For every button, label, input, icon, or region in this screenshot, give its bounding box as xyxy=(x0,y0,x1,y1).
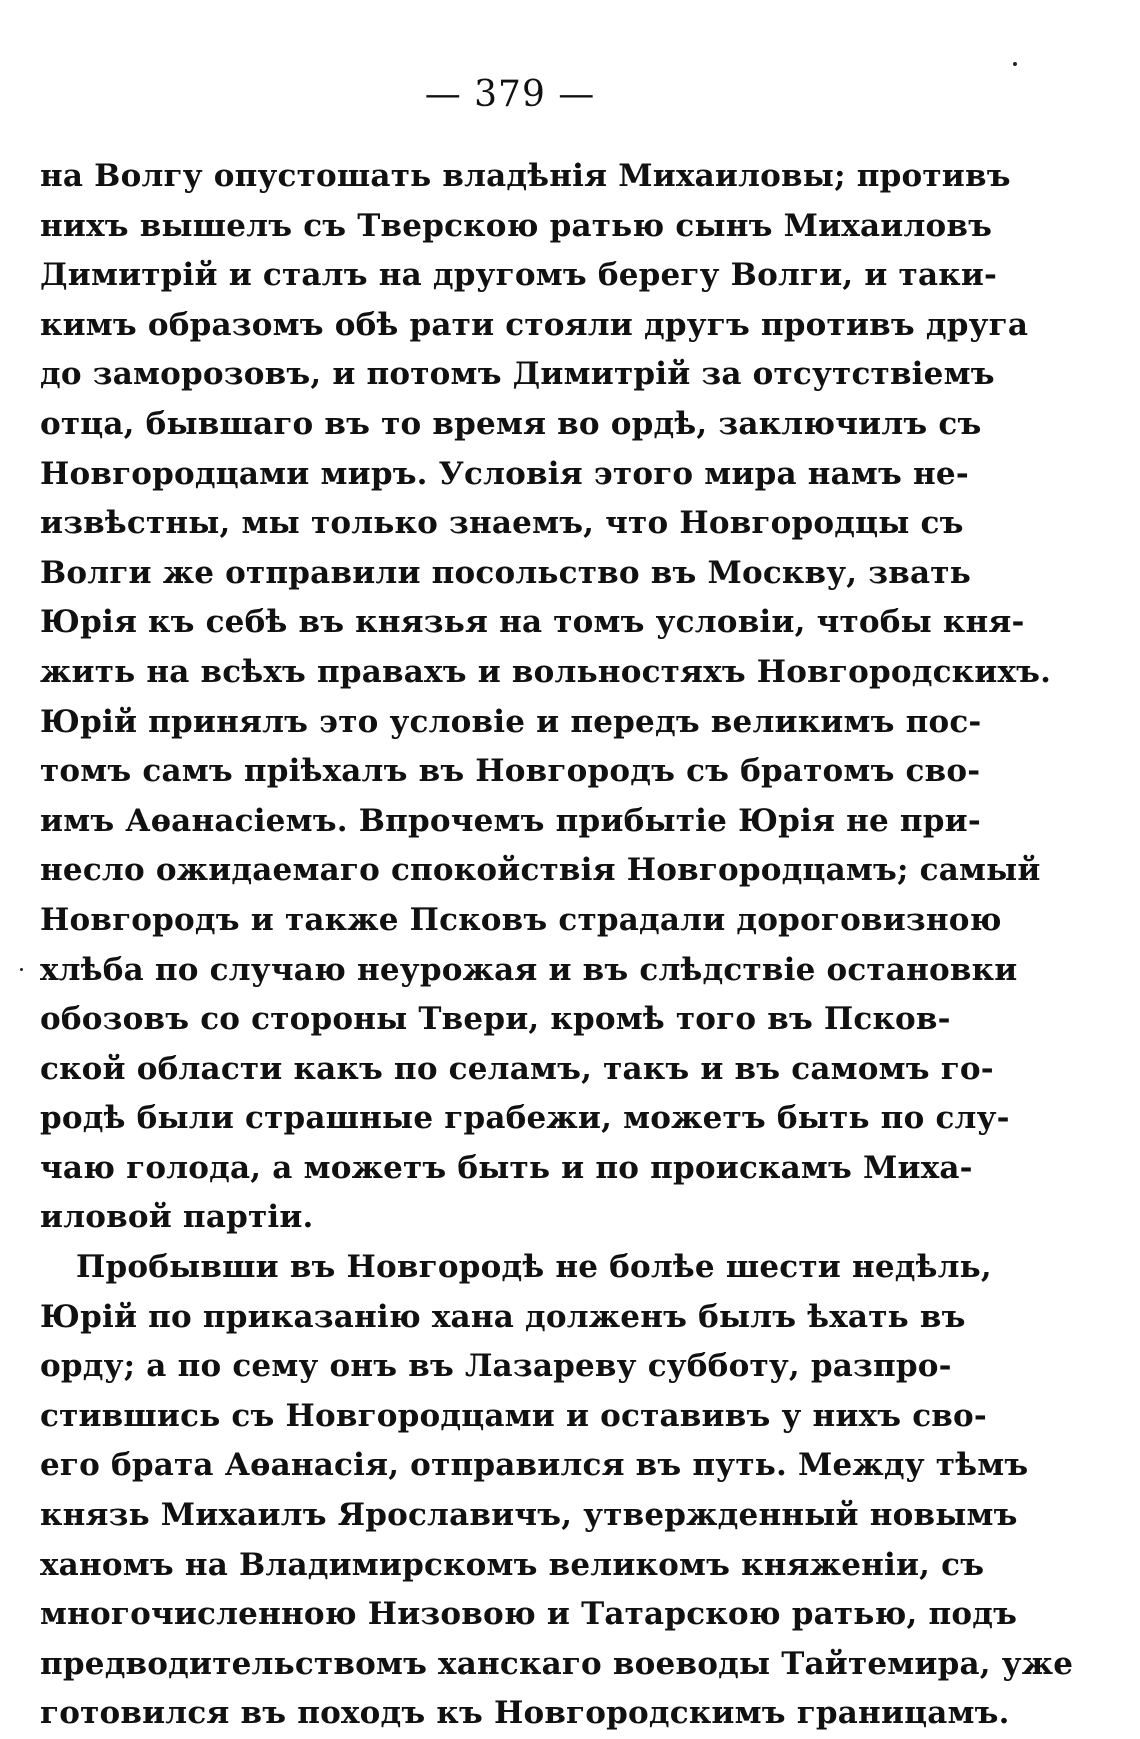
text-line: имъ Аѳанасіемъ. Впрочемъ прибытіе Юрія не при- xyxy=(40,802,981,839)
text-line: ской области какъ по селамъ, такъ и въ самомъ го- xyxy=(40,1050,994,1087)
text-line: чаю голода, а можетъ быть и по проискамъ Миха- xyxy=(40,1149,973,1186)
page-number: — 379 — xyxy=(424,74,596,115)
text-line: предводительствомъ ханскаго воеводы Тайтемира, уже xyxy=(40,1645,1074,1682)
text-line: Пробывши въ Новгородѣ не болѣе шести недѣль, xyxy=(76,1249,992,1286)
text-line: отца, бывшаго въ то время во ордѣ, заключилъ съ xyxy=(40,405,982,442)
text-line: кимъ образомъ обѣ рати стояли другъ противъ друга xyxy=(40,306,1029,343)
text-line: нихъ вышелъ съ Тверскою ратью сынъ Михаиловъ xyxy=(40,207,993,244)
text-line: Димитрій и сталъ на другомъ берегу Волги, и таки- xyxy=(40,257,998,294)
text-line: несло ожидаемаго спокойствія Новгородцамъ; самый xyxy=(40,852,1041,889)
text-line: Волги же отправили посольство въ Москву, звать xyxy=(40,554,971,591)
text-line: Юрій по приказанію хана долженъ былъ ѣхать въ xyxy=(40,1298,966,1335)
text-line: орду; а по сему онъ въ Лазареву субботу, разпро- xyxy=(40,1348,952,1385)
text-line: его брата Аѳанасія, отправился въ путь. Между тѣмъ xyxy=(40,1447,1029,1484)
text-line: готовился въ походъ къ Новгородскимъ границамъ. xyxy=(40,1695,1010,1732)
text-line: обозовъ со стороны Твери, кромѣ того въ Псков- xyxy=(40,1001,951,1038)
text-line: Юрій принялъ это условіе и передъ великимъ пос- xyxy=(40,703,982,740)
text-line: иловой партіи. xyxy=(40,1199,314,1236)
text-line: ханомъ на Владимирскомъ великомъ княженіи, съ xyxy=(40,1546,985,1583)
paragraph-1 xyxy=(40,152,1052,1243)
text-line: извѣстны, мы только знаемъ, что Новгородцы съ xyxy=(40,505,964,542)
scan-speck xyxy=(20,968,23,971)
text-line: жить на всѣхъ правахъ и вольностяхъ Новгородскихъ. xyxy=(40,653,1052,690)
text-line: хлѣба по случаю неурожая и въ слѣдствіе остановки xyxy=(40,951,1018,988)
text-line: до заморозовъ, и потомъ Димитрій за отсутствіемъ xyxy=(40,356,995,393)
text-line: родѣ были страшные грабежи, можетъ быть по слу- xyxy=(40,1100,1010,1137)
text-line: Новгородцами миръ. Условія этого мира намъ не- xyxy=(40,455,969,492)
text-line: Юрія къ себѣ въ князья на томъ условіи, чтобы кня- xyxy=(40,604,1025,641)
scan-speck xyxy=(1013,62,1017,66)
paragraph-2 xyxy=(40,1243,1074,1739)
text-line: князь Михаилъ Ярославичъ, утвержденный новымъ xyxy=(40,1497,1018,1534)
text-line: Новгородъ и также Псковъ страдали дороговизною xyxy=(40,901,1002,938)
text-line: многочисленною Низовою и Татарскою ратью, подъ xyxy=(40,1596,1018,1633)
text-line: стившись съ Новгородцами и оставивъ у нихъ сво- xyxy=(40,1397,987,1434)
text-line: на Волгу опустошать владѣнія Михаиловы; противъ xyxy=(40,158,1011,194)
body-text xyxy=(40,152,1074,1739)
text-line: томъ самъ пріѣхалъ въ Новгородъ съ братомъ сво- xyxy=(40,753,981,790)
